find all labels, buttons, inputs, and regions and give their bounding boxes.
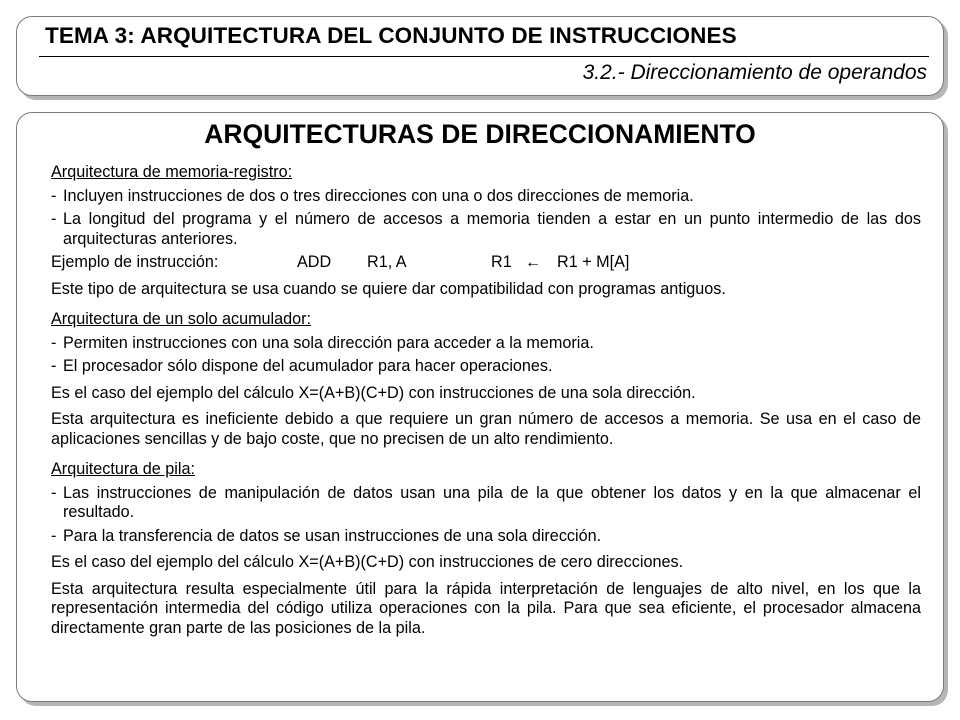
dash-marker: -	[51, 357, 57, 375]
paragraph: Esta arquitectura es ineficiente debido a que requiere un gran número de accesos a memoria. Se usa en el caso de aplicaciones sencillas y de bajo coste, que no precisen de un alto rendimiento.	[51, 410, 921, 448]
example-opcode: ADD	[297, 253, 332, 271]
section-heading-acumulador: Arquitectura de un solo acumulador:	[51, 310, 312, 328]
paragraph: Este tipo de arquitectura se usa cuando se quiere dar compatibilidad con programas antiguos.	[51, 279, 726, 298]
content-panel	[16, 112, 944, 702]
dash-marker: -	[51, 333, 57, 352]
left-arrow-icon: ←	[525, 253, 542, 271]
dash-marker: -	[51, 210, 57, 228]
bullet-text: Incluyen instrucciones de dos o tres direcciones con una o dos direcciones de memoria.	[63, 186, 694, 205]
bullet-item	[51, 210, 921, 249]
section-heading-memoria-registro: Arquitectura de memoria-registro:	[51, 163, 293, 181]
bullet-item	[51, 357, 921, 377]
bullet-text: La longitud del programa y el número de accesos a memoria tienden a estar en un punto intermedio de las dos arquitecturas anteriores.	[63, 210, 921, 248]
dash-marker: -	[51, 526, 57, 545]
header-panel	[16, 16, 944, 96]
dash-marker: -	[51, 483, 57, 502]
paragraph: Esta arquitectura resulta especialmente útil para la rápida interpretación de lenguajes de alto nivel, en los que la representación intermedia del código utiliza operaciones con la pila. Para que sea eficiente, el procesador almacena directamente gran parte de las posiciones de la pila.	[51, 579, 921, 637]
example-destination: R1	[491, 253, 512, 271]
bullet-item	[51, 527, 921, 547]
section-subtitle: 3.2.- Direccionamiento de operandos	[582, 61, 927, 84]
paragraph: Es el caso del ejemplo del cálculo X=(A+B)(C+D) con instrucciones de una sola dirección.	[51, 383, 696, 402]
dash-marker: -	[51, 186, 57, 205]
bullet-text: Permiten instrucciones con una sola dirección para acceder a la memoria.	[63, 333, 594, 352]
bullet-item	[51, 187, 921, 207]
bullet-item	[51, 484, 921, 523]
page-title: ARQUITECTURAS DE DIRECCIONAMIENTO	[204, 119, 756, 149]
header-divider	[39, 56, 929, 57]
chapter-title: TEMA 3: ARQUITECTURA DEL CONJUNTO DE INSTRUCCIONES	[45, 23, 737, 48]
bullet-text: Las instrucciones de manipulación de datos usan una pila de la que obtener los datos y en la que almacenar el resultado.	[63, 483, 921, 521]
example-expression: R1 + M[A]	[557, 253, 630, 271]
section-heading-pila: Arquitectura de pila:	[51, 460, 195, 478]
paragraph: Es el caso del ejemplo del cálculo X=(A+B)(C+D) con instrucciones de cero direcciones.	[51, 553, 684, 571]
example-operands: R1, A	[367, 253, 407, 271]
content-body	[51, 163, 921, 645]
bullet-item	[51, 334, 921, 354]
bullet-text: El procesador sólo dispone del acumulador para hacer operaciones.	[63, 357, 553, 375]
example-label: Ejemplo de instrucción:	[51, 253, 219, 271]
instruction-example	[51, 253, 921, 273]
bullet-text: Para la transferencia de datos se usan instrucciones de una sola dirección.	[63, 526, 602, 545]
